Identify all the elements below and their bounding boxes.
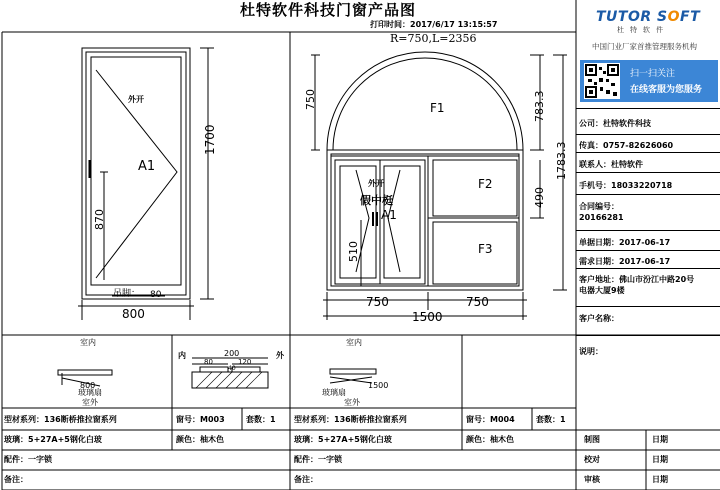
left-section-800: 800	[80, 381, 96, 390]
info-company: 公司：杜特软件科技	[576, 108, 720, 135]
left-width-dim: 750	[366, 295, 389, 309]
total-height-dim: 1783.3	[555, 141, 568, 180]
info-contact: 联系人：杜特软件	[576, 152, 720, 173]
info-customer-addr: 客户地址：佛山市汾江中路20号 电器大厦9楼	[576, 268, 720, 307]
left-profile: 型材系列：136断桥推拉窗系列	[4, 415, 117, 424]
left-sets: 套数：1	[246, 415, 276, 424]
info-phone: 手机号：18033220718	[576, 172, 720, 195]
left-glass: 玻璃：5+27A+5钢化白玻	[4, 435, 102, 444]
mid-section-inner: 内	[178, 351, 186, 360]
door-handle-dim: 870	[93, 209, 106, 230]
signoff-date3: 日期	[652, 475, 668, 484]
right-section-glass: 玻璃扇	[322, 388, 346, 397]
window-opening-label: 外开	[368, 179, 384, 188]
right-section-indoor: 室内	[346, 338, 362, 347]
signoff-make: 制图	[584, 435, 600, 444]
window-fixed-f3: F3	[478, 242, 493, 256]
left-section-glass: 玻璃扇	[78, 388, 102, 397]
info-fax: 传真：0757-82626060	[576, 134, 720, 153]
window-fixed-f2: F2	[478, 177, 493, 191]
arc-radius-length: R=750,L=2356	[390, 32, 477, 45]
wechat-service-text: 在线客服为您服务	[630, 85, 703, 95]
info-order-date: 单据日期：2017-06-17	[576, 230, 720, 251]
right-window-no: 窗号：M004	[466, 415, 515, 424]
brand-subtitle: 杜特软件	[617, 26, 669, 34]
mid-section-200: 200	[224, 349, 240, 358]
arc-height-dim: 750	[304, 89, 317, 110]
info-contract: 合同编号： 20166281	[576, 194, 720, 231]
print-time: 打印时间：2017/6/17 13:15:57	[370, 20, 498, 29]
right-section-outdoor: 室外	[344, 398, 360, 407]
right-hardware: 配件：一字锁	[294, 455, 342, 464]
signoff-date2: 日期	[652, 455, 668, 464]
mid-section-40: 40	[228, 365, 236, 372]
right-width-dim: 750	[466, 295, 489, 309]
right-section-1500: 1500	[368, 381, 389, 390]
left-color: 颜色：柚木色	[176, 435, 224, 444]
signoff-date1: 日期	[652, 435, 668, 444]
door-foot-label: 吊脚：	[113, 289, 141, 299]
mid-section-outer: 外	[276, 351, 284, 360]
door-height-dim: 1700	[203, 124, 217, 155]
info-customer-name: 客户名称：	[576, 306, 720, 336]
door-panel-label: A1	[138, 159, 156, 174]
total-width-dim: 1500	[412, 310, 443, 324]
fake-mullion-label: 假中梃	[360, 194, 393, 207]
wechat-follow-text: 扫一扫关注	[630, 69, 676, 79]
right-glass: 玻璃：5+27A+5钢化白玻	[294, 435, 392, 444]
right-profile: 型材系列：136断桥推拉窗系列	[294, 415, 407, 424]
window-sash-a1: A1	[381, 208, 397, 222]
sash-handle-dim: 510	[347, 241, 360, 262]
door-foot-value: 80	[150, 290, 162, 300]
left-remark: 备注：	[4, 475, 28, 484]
left-window-no: 窗号：M003	[176, 415, 225, 424]
door-opening-label: 外开	[128, 95, 144, 104]
mid-section-120: 120	[238, 358, 252, 366]
upper-pane-dim: 490	[533, 187, 546, 208]
right-color: 颜色：柚木色	[466, 435, 514, 444]
info-need-date: 需求日期：2017-06-17	[576, 250, 720, 269]
left-section-outdoor: 室外	[82, 398, 98, 407]
right-sets: 套数：1	[536, 415, 566, 424]
signoff-audit: 审核	[584, 475, 600, 484]
mid-section-80: 80	[204, 358, 213, 366]
left-section-indoor: 室内	[80, 338, 96, 347]
arc-783-dim: 783.3	[533, 90, 546, 122]
signoff-check: 校对	[584, 455, 600, 464]
window-fixed-f1: F1	[430, 101, 445, 115]
info-notes: 说明：	[576, 335, 720, 431]
brand-logo: TUTOR SOFT	[596, 9, 701, 25]
door-width-dim: 800	[122, 307, 145, 321]
left-hardware: 配件：一字锁	[4, 455, 52, 464]
right-remark: 备注：	[294, 475, 318, 484]
brand-slogan: 中国门业厂家首推管理服务机构	[592, 42, 697, 51]
page-title: 杜特软件科技门窗产品图	[240, 1, 417, 19]
